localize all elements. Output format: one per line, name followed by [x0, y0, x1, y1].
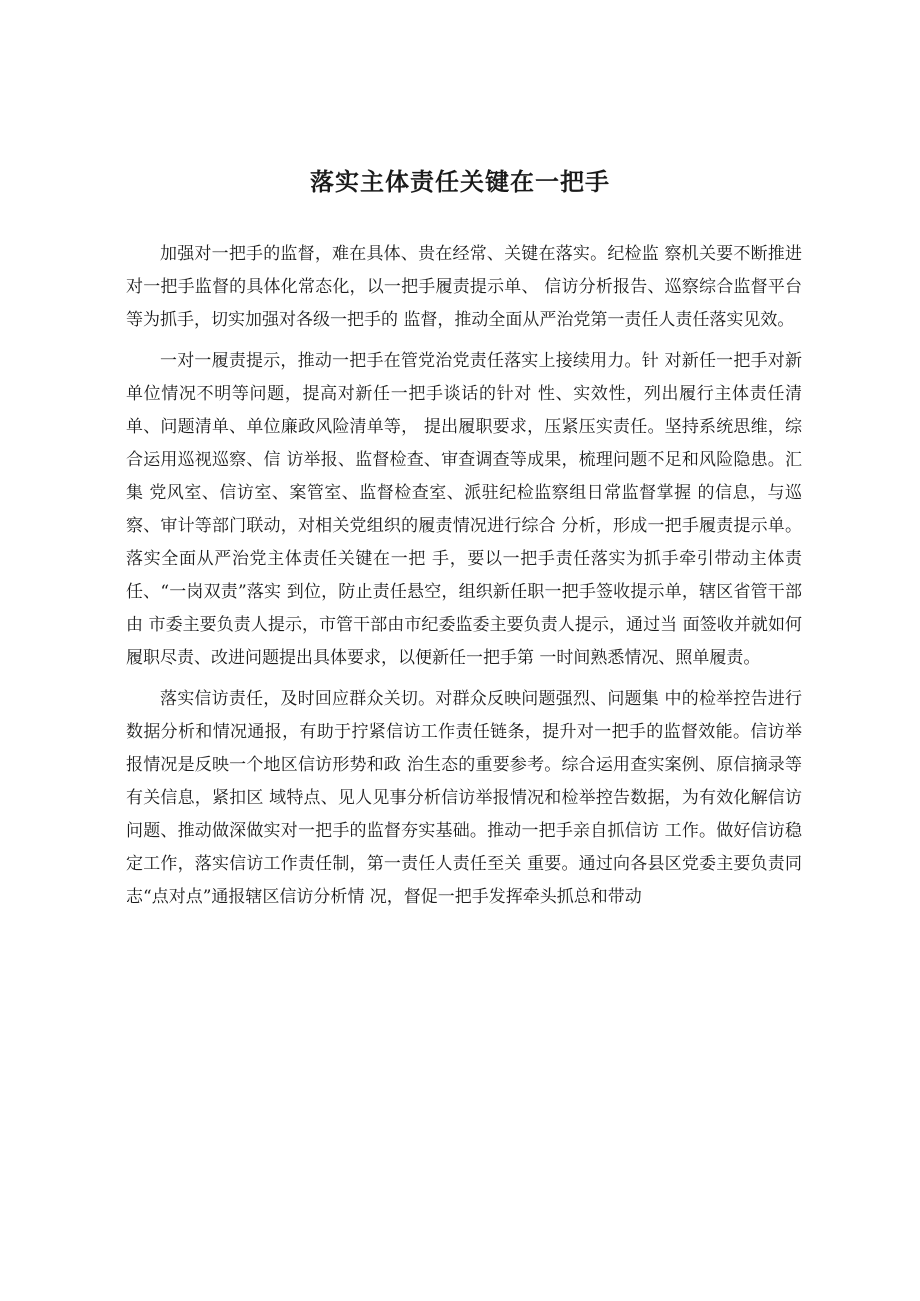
paragraph-3: 落实信访责任，及时回应群众关切。对群众反映问题强烈、问题集 中的检举控告进行数据分析和情况通报，有助于拧紧信访工作责任链条，提升对一把手的监督效能。信访举报情况是反映一个地区信访形势和政 治生态的重要参考。综合运用查实案例、原信摘录等有关信息，紧扣区 域特点、见人见事分析信访举报情况和检举控告数据，为有效化解信访 问题、推动做深做实对一把手的监督夯实基础。推动一把手亲自抓信访 工作。做好信访稳定工作，落实信访工作责任制，第一责任人责任至关 重要。通过向各县区党委主要负责同志“点对点”通报辖区信访分析情 况，督促一把手发挥牵头抓总和带动 [126, 689, 802, 907]
paragraph-1: 加强对一把手的监督，难在具体、贵在经常、关键在落实。纪检监 察机关要不断推进对一把手监督的具体化常态化，以一把手履责提示单、 信访分析报告、巡察综合监督平台等为抓手，切实加强对各级一把手的 监督，推动全面从严治党第一责任人责任落实见效。 [126, 244, 802, 330]
document-body [126, 238, 802, 914]
paragraph-2: 一对一履责提示，推动一把手在管党治党责任落实上接续用力。针 对新任一把手对新单位情况不明等问题，提高对新任一把手谈话的针对 性、实效性，列出履行主体责任清单、问题清单、单位廉政风险清单等， 提出履职要求，压紧压实责任。坚持系统思维，综合运用巡视巡察、信 访举报、监督检查、审查调查等成果，梳理问题不足和风险隐患。汇集 党风室、信访室、案管室、监督检查室、派驻纪检监察组日常监督掌握 的信息，与巡察、审计等部门联动，对相关党组织的履责情况进行综合 分析，形成一把手履责提示单。落实全面从严治党主体责任关键在一把 手，要以一把手责任落实为抓手牵引带动主体责任、“一岗双责”落实 到位，防止责任悬空，组织新任职一把手签收提示单，辖区省管干部由 市委主要负责人提示，市管干部由市纪委监委主要负责人提示，通过当 面签收并就如何履职尽责、改进问题提出具体要求，以便新任一把手第 一时间熟悉情况、照单履责。 [126, 351, 802, 668]
document-title: 落实主体责任关键在一把手 [310, 168, 610, 196]
